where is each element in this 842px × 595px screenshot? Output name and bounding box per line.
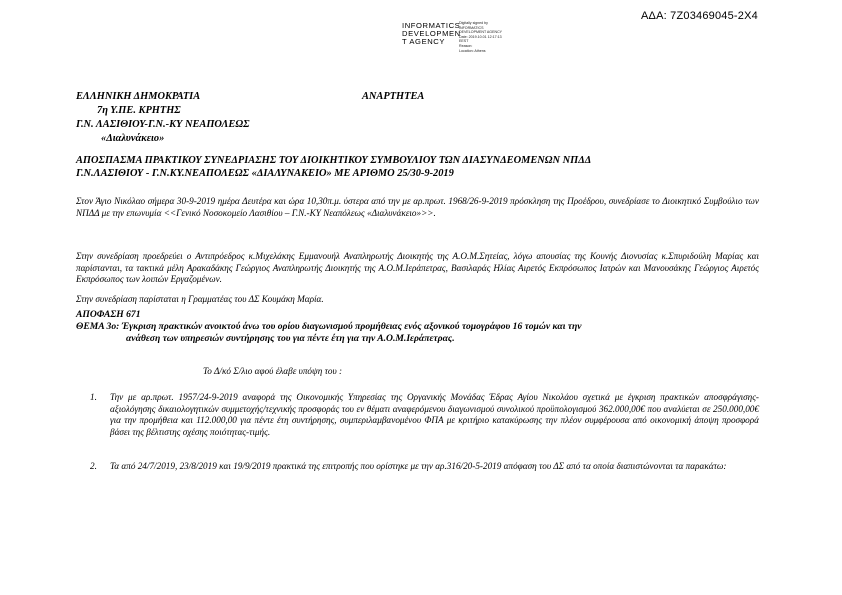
document-title bbox=[76, 154, 591, 180]
paragraph-meeting: Στον Άγιο Νικόλαο σήμερα 30-9-2019 ημέρα Δευτέρα και ώρα 10,30π.μ. ύστερα από την με αρ.πρωτ. 1968/26-9-2019 πρόσκληση της Προέδρου, συνεδρίασε το Διοικητικό Συμβούλιο των ΝΠΔΔ με την επωνυμία <<Γενικό Νοσοκομείο Λασιθίου – Γ.Ν.-ΚΥ Νεαπόλεως «Διαλυνάκειο»>>. bbox=[76, 196, 759, 218]
header-dialynakeio: «Διαλυνάκειο» bbox=[101, 133, 165, 144]
subject bbox=[76, 321, 759, 345]
anartitea-label: ΑΝΑΡΤΗΤΕΑ bbox=[362, 91, 425, 102]
signature-line: Date: 2019.10.01 12:17:13 bbox=[459, 34, 502, 39]
signature-line: Digitally signed by bbox=[459, 21, 488, 25]
intro-line: Το Δ/κό Σ/λιο αφού έλαβε υπόψη του : bbox=[203, 366, 343, 376]
title-line-1: ΑΠΟΣΠΑΣΜΑ ΠΡΑΚΤΙΚΟΥ ΣΥΝΕΔΡΙΑΣΗΣ ΤΟΥ ΔΙΟΙΚΗΤΙΚΟΥ ΣΥΜΒΟΥΛΙΟΥ ΤΩΝ ΔΙΑΣΥΝΔΕΟΜΕΝΩΝ ΝΠΔΔ bbox=[76, 155, 592, 166]
signature-line: EEST bbox=[459, 39, 469, 44]
subject-line-1: ΘΕΜΑ 3ο: Έγκριση πρακτικών ανοικτού άνω του ορίου διαγωνισμού προμήθειας ενός αξονικού τομογράφου 16 τομών και την bbox=[76, 321, 582, 332]
signature-line: Location: Athens bbox=[459, 48, 486, 53]
list-item-text: Τα από 24/7/2019, 23/8/2019 και 19/9/2019 πρακτικά της επιτροπής που ορίστηκε με την αρ.316/20-5-2019 απόφαση του ΔΣ από τα οποία διαπιστώνονται τα παρακάτω: bbox=[110, 461, 727, 471]
signature-logo bbox=[402, 22, 461, 46]
logo-line: T AGENCY bbox=[402, 37, 446, 46]
header-republic: ΕΛΛΗΝΙΚΗ ΔΗΜΟΚΡΑΤΙΑ bbox=[76, 91, 201, 102]
decision-number: ΑΠΟΦΑΣΗ 671 bbox=[76, 309, 141, 320]
logo-line: INFORMATICS bbox=[402, 21, 461, 30]
paragraph-attendance: Στην συνεδρίαση προεδρεύει ο Αντιπρόεδρος κ.Μιχελάκης Εμμανουήλ Αναπληρωτής Διοικητής της Α.Ο.Μ.Σητείας, λόγω απουσίας της Κουνής Διονυσίας κ.Σπυριδούλη Μαρίας και παρίστανται, τα τακτικά μέλη Αρακαδάκης Γεώργιος Αναπληρωτής Διοικητής της Α.Ο.Μ.Ιεράπετρας, Βασιλαράς Ηλίας Αιρετός Εκπρόσωπος Ιατρών και Μανουσάκης Γεώργιος Αιρετός Εκπρόσωπος των λοιπών Εργαζομένων. bbox=[76, 251, 759, 285]
signature-line: INFORMATICS bbox=[459, 25, 484, 30]
header-ype: 7η Υ.ΠΕ. ΚΡΗΤΗΣ bbox=[97, 105, 181, 116]
signature-line: Reason: bbox=[459, 43, 473, 48]
signature-line: DEVELOPMENT AGENCY bbox=[459, 30, 503, 35]
list-item-text: Την με αρ.πρωτ. 1957/24-9-2019 αναφορά της Οικονομικής Υπηρεσίας της Οργανικής Μονάδας Έδρας Αγίου Νικολάου σχετικά με έγκριση πρακτικών αποσφράγισης-αξιολόγησης δικαιολογητικών συμμετοχής/τεχνικής προσφοράς του εν θέματι αναφερόμενου διαγωνισμού συνολικού προϋπολογισμού 362.000,00€ που αναλύεται σε 250.000,00€ για την προμήθεια και 112.000,00 για πέντε έτη συντήρησης, συμπεριλαμβανομένου ΦΠΑ με κριτήριο κατακύρωσης την πλέον συμφέρουσα από οικονομική άποψη προσφορά βάσει της βέλτιστης σχέσης ποιότητας-τιμής. bbox=[110, 392, 759, 437]
list-item-number: 2. bbox=[90, 461, 97, 471]
header-hospital: Γ.Ν. ΛΑΣΙΘΙΟΥ-Γ.Ν.-ΚΥ ΝΕΑΠΟΛΕΩΣ bbox=[76, 119, 250, 130]
title-line-2: Γ.Ν.ΛΑΣΙΘΙΟΥ - Γ.Ν.ΚΥ.ΝΕΑΠΟΛΕΩΣ «ΔΙΑΛΥΝΑΚΕΙΟ» ΜΕ ΑΡΙΘΜΟ 25/30-9-2019 bbox=[76, 168, 454, 179]
subject-line-2: ανάθεση των υπηρεσιών συντήρησης του για πέντε έτη για την Α.Ο.Μ.Ιεράπετρας. bbox=[126, 333, 455, 344]
signature-details bbox=[459, 21, 502, 53]
list-item-number: 1. bbox=[90, 392, 97, 402]
logo-line: DEVELOPMEN bbox=[402, 29, 461, 38]
paragraph-secretary: Στην συνεδρίαση παρίσταται η Γραμματέας του ΔΣ Κουμάκη Μαρία. bbox=[76, 294, 324, 304]
ada-code: ΑΔΑ: 7Ζ03469045-2Χ4 bbox=[641, 10, 758, 22]
